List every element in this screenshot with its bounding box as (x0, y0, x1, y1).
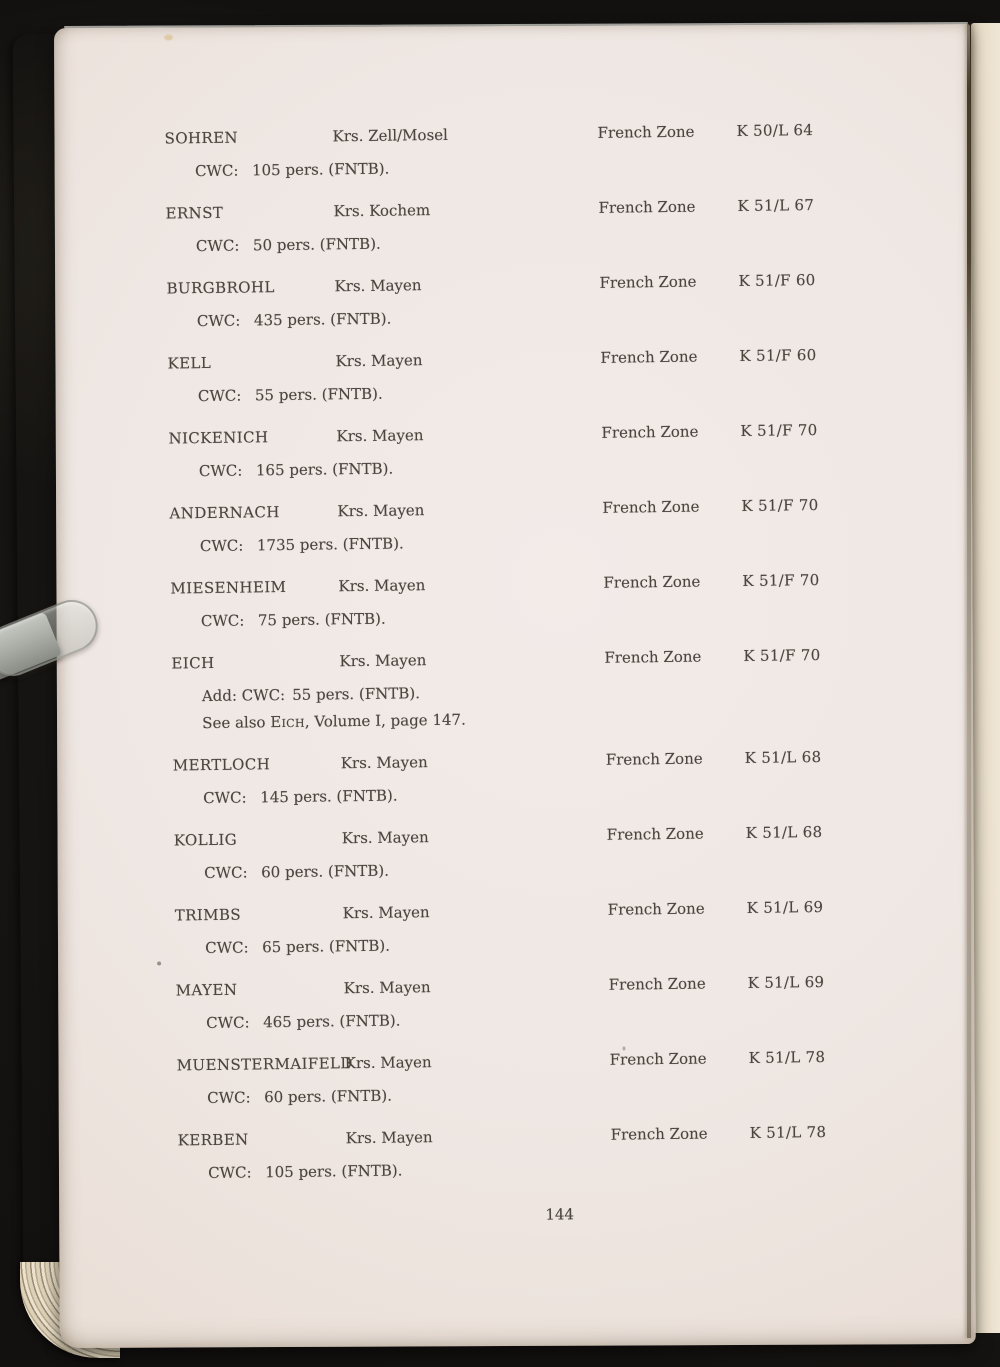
map-reference: K 51/F 70 (742, 570, 820, 590)
entry-header-row (166, 267, 972, 300)
book-page (54, 24, 976, 1348)
place-name: MAYEN (175, 980, 238, 1000)
map-reference: K 50/L 64 (736, 121, 814, 141)
district-label: Krs. Kochem (333, 201, 431, 221)
occupation-zone: French Zone (610, 1124, 708, 1144)
place-name: KERBEN (177, 1130, 249, 1150)
gazetteer-entry (171, 642, 978, 735)
gazetteer-entry (166, 267, 973, 333)
map-reference: K 51/F 60 (739, 346, 817, 366)
district-label: Krs. Mayen (335, 351, 423, 371)
entry-detail-line: CWC: 145 pers. (FNTB). (203, 786, 398, 808)
page-content (53, 17, 985, 1230)
map-reference: K 51/L 68 (744, 747, 822, 767)
district-label: Krs. Mayen (337, 501, 425, 521)
map-reference: K 51/F 60 (738, 271, 816, 291)
entry-detail-line: CWC: 435 pers. (FNTB). (196, 309, 392, 331)
place-name: EICH (171, 653, 215, 673)
map-reference: K 51/L 69 (747, 972, 825, 992)
district-label: Krs. Mayen (345, 1128, 433, 1148)
place-name: KOLLIG (173, 830, 238, 850)
map-reference: K 51/L 78 (749, 1122, 827, 1142)
gazetteer-entry (165, 192, 972, 258)
entry-detail-line: CWC: 60 pers. (FNTB). (207, 1086, 393, 1108)
entry-header-row (169, 492, 975, 525)
cross-reference-note: See also Eich, Volume I, page 147. (202, 710, 466, 733)
occupation-zone: French Zone (605, 749, 703, 769)
entry-detail-line: Add: CWC: 55 pers. (FNTB). (201, 684, 421, 706)
map-reference: K 51/L 69 (746, 897, 824, 917)
occupation-zone: French Zone (607, 899, 705, 919)
district-label: Krs. Mayen (334, 276, 422, 296)
occupation-zone: French Zone (602, 497, 700, 517)
place-name: KELL (167, 353, 212, 373)
gazetteer-entry (167, 342, 974, 408)
place-name: NICKENICH (168, 428, 269, 448)
entry-detail-line: CWC: 105 pers. (FNTB). (194, 159, 390, 181)
district-label: Krs. Mayen (340, 753, 428, 773)
entry-detail-line: CWC: 165 pers. (FNTB). (198, 459, 394, 481)
gazetteer-entry (175, 894, 982, 960)
entry-header-row (176, 969, 982, 1002)
gazetteer-entries-list (164, 117, 984, 1184)
entry-header-row (173, 744, 979, 777)
gazetteer-entry (164, 117, 971, 183)
entry-detail-line: CWC: 50 pers. (FNTB). (195, 234, 381, 256)
occupation-zone: French Zone (599, 272, 697, 292)
gazetteer-entry (170, 567, 977, 633)
occupation-zone: French Zone (601, 422, 699, 442)
district-label: Krs. Zell/Mosel (332, 125, 449, 146)
map-reference: K 51/L 67 (737, 196, 815, 216)
entry-header-row (167, 342, 973, 375)
occupation-zone: French Zone (606, 824, 704, 844)
entry-header-row (174, 819, 980, 852)
district-label: Krs. Mayen (339, 651, 427, 671)
district-label: Krs. Mayen (341, 828, 429, 848)
entry-header-row (171, 642, 977, 675)
entry-detail-line: CWC: 1735 pers. (FNTB). (199, 534, 404, 556)
gazetteer-entry (173, 744, 980, 810)
place-name: SOHREN (164, 128, 239, 148)
entry-header-row (177, 1044, 983, 1077)
place-name: MUENSTERMAIFELD (176, 1054, 353, 1075)
entry-header-row (170, 567, 976, 600)
occupation-zone: French Zone (609, 1049, 707, 1069)
district-label: Krs. Mayen (336, 426, 424, 446)
book-gutter (967, 24, 971, 1338)
gazetteer-entry (169, 492, 976, 558)
gazetteer-entry (177, 1044, 984, 1110)
place-name: ERNST (165, 203, 224, 223)
gazetteer-entry (178, 1119, 985, 1185)
entry-detail-line: CWC: 65 pers. (FNTB). (205, 936, 391, 958)
entry-header-row (164, 117, 970, 150)
page-number: 144 (545, 1205, 575, 1224)
district-label: Krs. Mayen (343, 978, 431, 998)
entry-detail-line: CWC: 465 pers. (FNTB). (206, 1011, 401, 1033)
entry-header-row (178, 1119, 984, 1152)
gazetteer-entry (176, 969, 983, 1035)
gazetteer-entry (174, 819, 981, 885)
occupation-zone: French Zone (598, 197, 696, 217)
entry-header-row (168, 417, 974, 450)
entry-header-row (165, 192, 971, 225)
district-label: Krs. Mayen (338, 576, 426, 596)
entry-detail-line: CWC: 60 pers. (FNTB). (204, 861, 390, 883)
entry-header-row (175, 894, 981, 927)
place-name: MERTLOCH (172, 755, 271, 775)
entry-detail-line: CWC: 75 pers. (FNTB). (200, 609, 386, 631)
place-name: BURGBROHL (166, 278, 275, 298)
place-name: ANDERNACH (169, 503, 280, 523)
entry-detail-line: CWC: 105 pers. (FNTB). (208, 1161, 403, 1183)
map-reference: K 51/L 78 (748, 1047, 826, 1067)
occupation-zone: French Zone (604, 647, 702, 667)
entry-detail-line: CWC: 55 pers. (FNTB). (197, 384, 383, 406)
occupation-zone: French Zone (597, 122, 695, 142)
map-reference: K 51/F 70 (740, 420, 818, 441)
occupation-zone: French Zone (600, 347, 698, 367)
map-reference: K 51/F 70 (743, 645, 821, 665)
district-label: Krs. Mayen (342, 903, 430, 923)
district-label: Krs. Mayen (344, 1053, 432, 1073)
map-reference: K 51/L 68 (745, 822, 823, 842)
occupation-zone: French Zone (603, 572, 701, 592)
map-reference: K 51/F 70 (741, 495, 819, 515)
place-name: MIESENHEIM (170, 577, 287, 598)
place-name: TRIMBS (174, 905, 242, 925)
gazetteer-entry (168, 417, 975, 483)
occupation-zone: French Zone (608, 974, 706, 994)
